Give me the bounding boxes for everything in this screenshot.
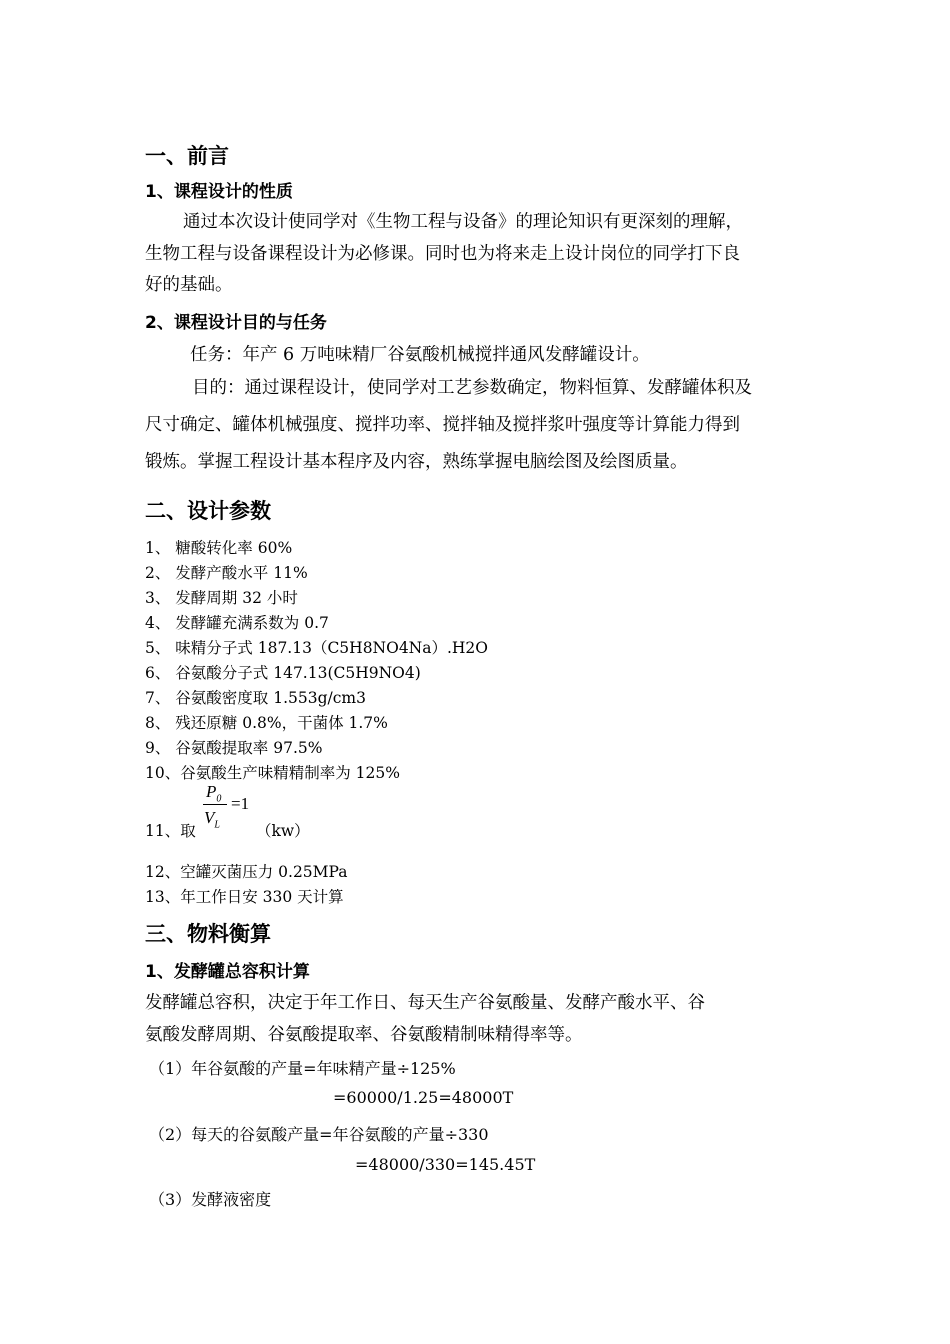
calc-line: （2）每天的谷氨酸产量=年谷氨酸的产量÷330 [149,1125,489,1144]
param-item: 5、 味精分子式 187.13（C5H8NO4Na）.H2O [145,639,488,657]
paragraph-line: 好的基础。 [145,275,233,295]
paragraph-line: 通过本次设计使同学对《生物工程与设备》的理论知识有更深刻的理解， [183,212,743,232]
calc-line: （1）年谷氨酸的产量=年味精产量÷125% [149,1059,456,1078]
param-item: 3、 发酵周期 32 小时 [145,589,298,607]
subsection-title-volume: 1、发酵罐总容积计算 [145,962,310,982]
power-volume-formula [201,782,261,832]
calc-line: （3）发酵液密度 [149,1190,272,1209]
aim-line: 锻炼。掌握工程设计基本程序及内容，熟练掌握电脑绘图及绘图质量。 [145,452,688,472]
section-title-preface: 一、前言 [145,144,229,168]
param-item: 10、谷氨酸生产味精精制率为 125% [145,764,400,782]
param-item: 8、 残还原糖 0.8%，干菌体 1.7% [145,714,388,732]
paragraph-line: 氨酸发酵周期、谷氨酸提取率、谷氨酸精制味精得率等。 [145,1025,583,1045]
fraction-bar [203,804,227,805]
formula-unit: （kw） [256,822,310,840]
param-item: 9、 谷氨酸提取率 97.5% [145,739,323,757]
task-line: 任务：年产 6 万吨味精厂谷氨酸机械搅拌通风发酵罐设计。 [190,345,650,365]
param-item: 2、 发酵产酸水平 11% [145,564,308,582]
param-item: 6、 谷氨酸分子式 147.13(C5H9NO4) [145,664,421,682]
aim-line: 目的：通过课程设计，使同学对工艺参数确定，物料恒算、发酵罐体积及 [192,378,752,398]
paragraph-line: 发酵罐总容积，决定于年工作日、每天生产谷氨酸量、发酵产酸水平、谷 [145,993,705,1013]
param-item: 12、空罐灭菌压力 0.25MPa [145,863,348,881]
param-item: 11、取 [145,822,196,840]
section-title-parameters: 二、设计参数 [145,499,271,523]
calc-result: =48000/330=145.45T [355,1155,536,1174]
param-item: 7、 谷氨酸密度取 1.553g/cm3 [145,689,366,707]
formula-denominator: $V_L$ [204,808,220,831]
param-item: 13、年工作日安 330 天计算 [145,888,344,906]
param-item: 4、 发酵罐充满系数为 0.7 [145,614,329,632]
subsection-title-purpose: 2、课程设计目的与任务 [145,313,327,333]
subsection-title-nature: 1、课程设计的性质 [145,182,293,202]
formula-equals: =1 [231,794,250,813]
param-item: 1、 糖酸转化率 60% [145,539,293,557]
formula-numerator: $P_0$ [206,782,222,805]
calc-result: =60000/1.25=48000T [333,1088,514,1107]
aim-line: 尺寸确定、罐体机械强度、搅拌功率、搅拌轴及搅拌浆叶强度等计算能力得到 [145,415,740,435]
section-title-material-balance: 三、物料衡算 [145,922,271,946]
paragraph-line: 生物工程与设备课程设计为必修课。同时也为将来走上设计岗位的同学打下良 [145,244,740,264]
